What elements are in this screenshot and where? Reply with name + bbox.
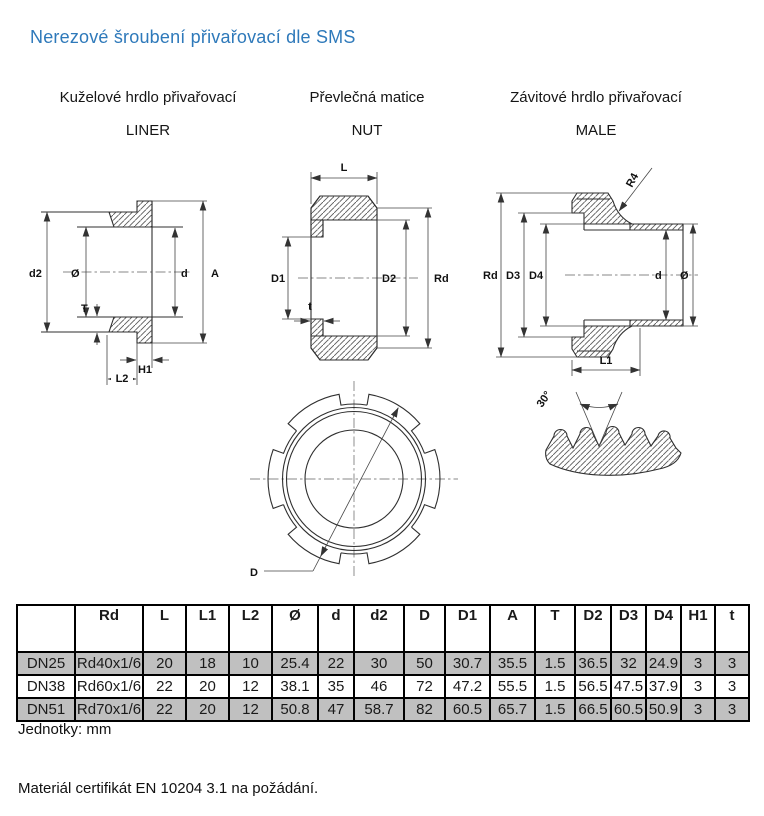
dim-label-R4: R4: [624, 171, 642, 190]
column-header: L: [143, 605, 186, 652]
caption-male: Závitové hrdlo přivařovací: [510, 89, 682, 106]
table-cell: 20: [186, 675, 229, 698]
table-cell: Rd40x1/6: [75, 652, 143, 675]
table-cell: 35: [318, 675, 354, 698]
table-cell: 3: [715, 675, 749, 698]
dim-label-L2: L2: [115, 373, 129, 385]
column-header: L2: [229, 605, 272, 652]
table-cell: 47.2: [445, 675, 490, 698]
table-cell: 47: [318, 698, 354, 721]
table-cell: 60.5: [611, 698, 646, 721]
table-cell: 3: [681, 675, 715, 698]
nut-drawing: [268, 158, 488, 390]
castellated-ring: [248, 380, 461, 579]
table-cell: 12: [229, 698, 272, 721]
table-cell: Rd70x1/6: [75, 698, 143, 721]
column-header: L1: [186, 605, 229, 652]
dim-label-dia: Ø: [680, 270, 689, 282]
code-liner: LINER: [125, 122, 171, 139]
table-row: [17, 698, 749, 721]
table-cell: Rd60x1/6: [75, 675, 143, 698]
header-row: [17, 605, 749, 652]
male-drawing: [480, 158, 752, 398]
column-header: t: [715, 605, 749, 652]
liner-drawing: [25, 160, 245, 400]
table-cell: DN51: [17, 698, 75, 721]
table-cell: 22: [318, 652, 354, 675]
dim-label-D1: D1: [271, 273, 286, 285]
column-header: D1: [445, 605, 490, 652]
dim-label-Rd: Rd: [483, 270, 498, 282]
nut-section: [311, 196, 377, 220]
page-title: Nerezové šroubení přivařovací dle SMS: [30, 27, 356, 47]
dim-label-L1: L1: [599, 355, 613, 367]
table-cell: 1.5: [535, 675, 575, 698]
male-section: [572, 193, 632, 224]
table-cell: 72: [404, 675, 445, 698]
column-header: Ø: [272, 605, 318, 652]
table-cell: 65.7: [490, 698, 535, 721]
table-cell: 25.4: [272, 652, 318, 675]
table-cell: 38.1: [272, 675, 318, 698]
table-row: [17, 652, 749, 675]
dim-label-d: d: [655, 270, 662, 282]
table-cell: 36.5: [575, 652, 611, 675]
column-header: d: [318, 605, 354, 652]
table-cell: 12: [229, 675, 272, 698]
dim-label-angle: 30°: [534, 389, 555, 410]
caption-liner: Kuželové hrdlo přivařovací: [59, 89, 237, 106]
flange-section: [109, 201, 152, 227]
code-nut: NUT: [351, 122, 383, 139]
column-header: H1: [681, 605, 715, 652]
table-cell: 56.5: [575, 675, 611, 698]
table-cell: 66.5: [575, 698, 611, 721]
dim-label-d: d: [181, 268, 188, 280]
table-cell: 18: [186, 652, 229, 675]
dimension-table: [16, 604, 750, 722]
dim-label-D3: D3: [506, 270, 521, 282]
column-header: D3: [611, 605, 646, 652]
table-cell: 3: [681, 652, 715, 675]
dim-label-D4: D4: [529, 270, 544, 282]
column-header: D4: [646, 605, 681, 652]
thread-segment: [546, 427, 681, 476]
nut-front-view: [244, 371, 464, 596]
table-cell: 35.5: [490, 652, 535, 675]
dim-label-H1: H1: [137, 364, 153, 376]
column-header: [17, 605, 75, 652]
dim-label-Rd: Rd: [434, 273, 449, 285]
caption-nut: Převlečná matice: [309, 89, 425, 106]
table-cell: DN25: [17, 652, 75, 675]
table-cell: 50: [404, 652, 445, 675]
table-cell: 55.5: [490, 675, 535, 698]
table-cell: 82: [404, 698, 445, 721]
table-cell: 32: [611, 652, 646, 675]
table-cell: 47.5: [611, 675, 646, 698]
table-cell: 1.5: [535, 652, 575, 675]
column-header: D2: [575, 605, 611, 652]
dim-label-L: L: [340, 162, 348, 174]
dim-label-D2: D2: [382, 273, 397, 285]
column-header: A: [490, 605, 535, 652]
table-cell: 24.9: [646, 652, 681, 675]
table-cell: 20: [143, 652, 186, 675]
code-male: MALE: [575, 122, 617, 139]
table-cell: 3: [715, 698, 749, 721]
table-row: [17, 675, 749, 698]
table-cell: 22: [143, 675, 186, 698]
column-header: d2: [354, 605, 404, 652]
table-cell: 46: [354, 675, 404, 698]
material-note: Materiál certifikát EN 10204 3.1 na požádání.: [18, 780, 319, 797]
table-cell: 50.9: [646, 698, 681, 721]
dim-label-T: T: [81, 303, 88, 315]
table-cell: 10: [229, 652, 272, 675]
table-cell: 1.5: [535, 698, 575, 721]
column-header: D: [404, 605, 445, 652]
dim-label-D: D: [250, 567, 258, 579]
table-cell: 37.9: [646, 675, 681, 698]
dim-label-d2: d2: [29, 268, 42, 280]
table-cell: 30: [354, 652, 404, 675]
table-cell: 50.8: [272, 698, 318, 721]
thread-detail: [520, 378, 705, 513]
dim-label-dia: Ø: [71, 268, 80, 280]
table-cell: 3: [715, 652, 749, 675]
table-cell: 22: [143, 698, 186, 721]
dim-label-t: t: [308, 301, 312, 313]
table-cell: 3: [681, 698, 715, 721]
units-label: Jednotky: mm: [18, 721, 112, 738]
column-header: Rd: [75, 605, 143, 652]
table-cell: 58.7: [354, 698, 404, 721]
column-header: T: [535, 605, 575, 652]
table-cell: 30.7: [445, 652, 490, 675]
table-cell: 20: [186, 698, 229, 721]
table-cell: 60.5: [445, 698, 490, 721]
dim-label-A: A: [211, 268, 219, 280]
table-cell: DN38: [17, 675, 75, 698]
